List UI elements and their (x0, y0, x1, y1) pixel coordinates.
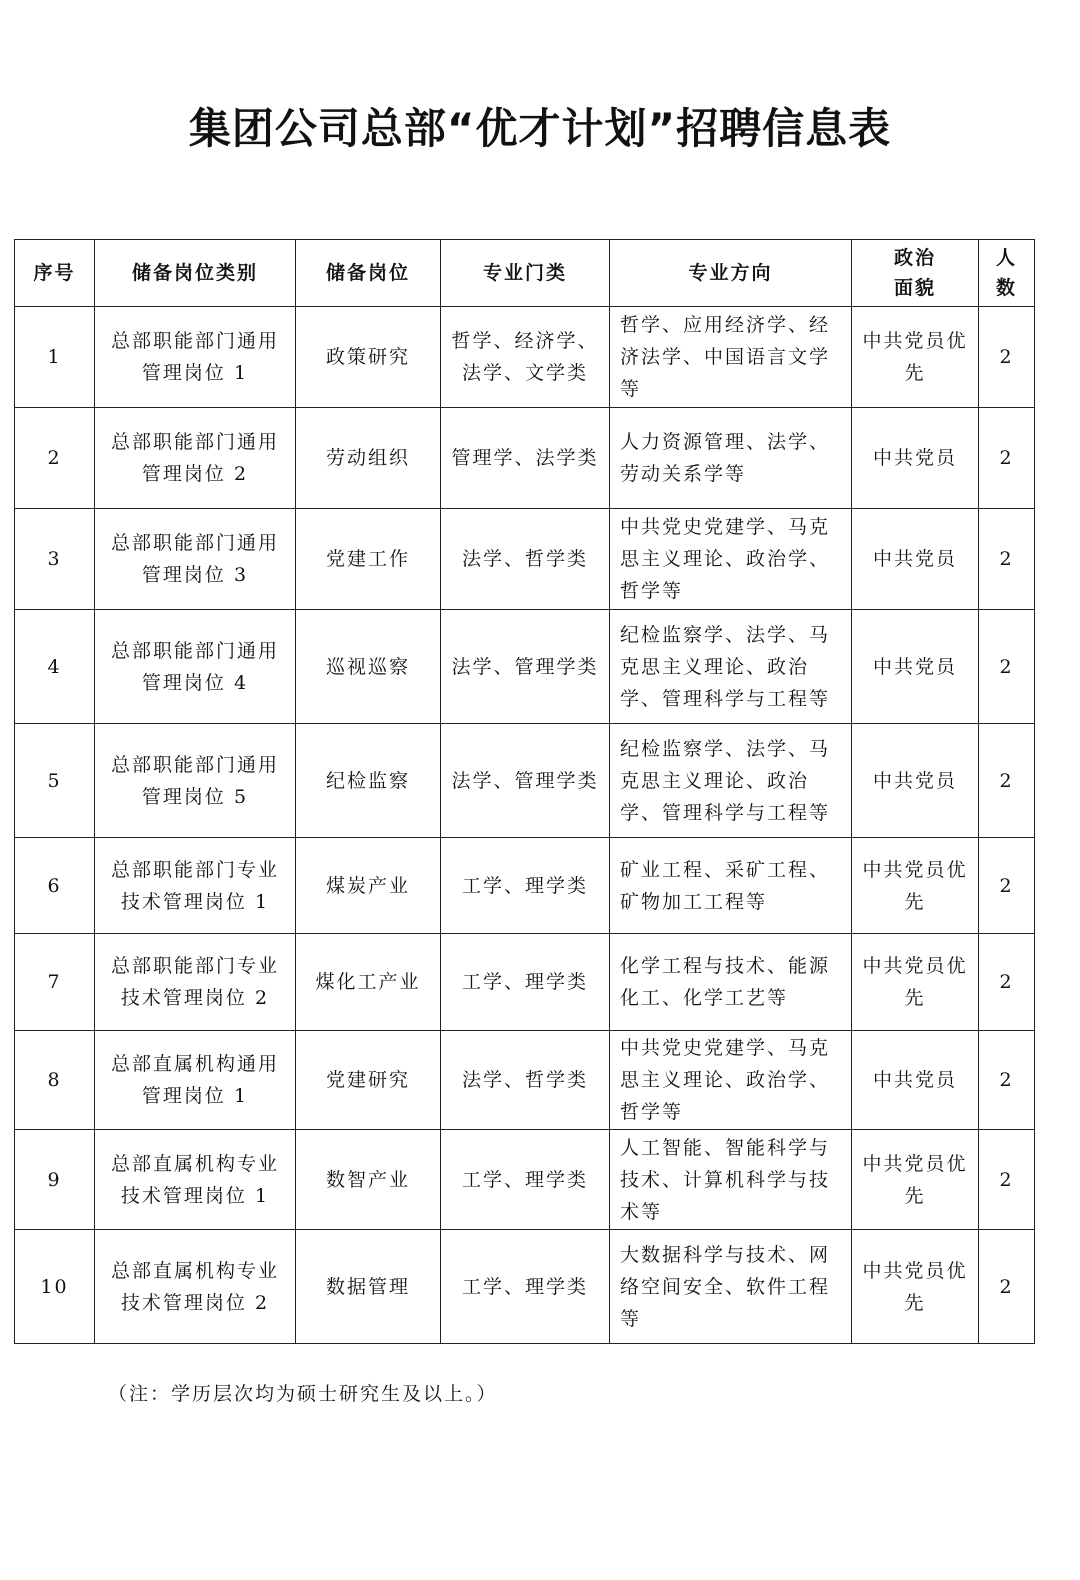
cell-major-direction: 人工智能、智能科学与技术、计算机科学与技术等 (610, 1130, 852, 1230)
cell-position: 党建工作 (296, 509, 441, 610)
cell-seq: 6 (15, 838, 95, 934)
cell-count: 2 (979, 934, 1035, 1031)
cell-major-field: 管理学、法学类 (441, 408, 610, 509)
cell-political: 中共党员 (852, 1031, 979, 1130)
cell-seq: 7 (15, 934, 95, 1031)
cell-position: 巡视巡察 (296, 610, 441, 724)
cell-major-field: 法学、哲学类 (441, 509, 610, 610)
cell-count: 2 (979, 724, 1035, 838)
cell-category: 总部职能部门专业技术管理岗位 2 (95, 934, 296, 1031)
cell-category: 总部直属机构专业技术管理岗位 2 (95, 1230, 296, 1344)
cell-major-direction: 矿业工程、采矿工程、矿物加工工程等 (610, 838, 852, 934)
table-row (15, 408, 1035, 509)
footnote: （注：学历层次均为硕士研究生及以上。） (108, 1383, 498, 1405)
cell-position: 劳动组织 (296, 408, 441, 509)
cell-count: 2 (979, 509, 1035, 610)
header-political-line2: 面貌 (893, 277, 936, 299)
header-count (979, 240, 1035, 307)
cell-seq: 5 (15, 724, 95, 838)
table-row (15, 509, 1035, 610)
header-major-direction: 专业方向 (610, 240, 852, 307)
cell-major-direction: 人力资源管理、法学、劳动关系学等 (610, 408, 852, 509)
table-row (15, 1230, 1035, 1344)
table-row (15, 307, 1035, 408)
cell-position: 纪检监察 (296, 724, 441, 838)
header-count-line1: 人 (995, 247, 1017, 269)
cell-political: 中共党员优先 (852, 838, 979, 934)
cell-position: 煤化工产业 (296, 934, 441, 1031)
cell-major-direction: 中共党史党建学、马克思主义理论、政治学、哲学等 (610, 509, 852, 610)
cell-political: 中共党员优先 (852, 307, 979, 408)
cell-seq: 8 (15, 1031, 95, 1130)
table-row (15, 724, 1035, 838)
cell-major-field: 法学、管理学类 (441, 724, 610, 838)
cell-position: 数据管理 (296, 1230, 441, 1344)
cell-political: 中共党员 (852, 408, 979, 509)
header-category: 储备岗位类别 (95, 240, 296, 307)
cell-major-direction: 纪检监察学、法学、马克思主义理论、政治学、管理科学与工程等 (610, 724, 852, 838)
cell-category: 总部直属机构通用管理岗位 1 (95, 1031, 296, 1130)
cell-major-direction: 中共党史党建学、马克思主义理论、政治学、哲学等 (610, 1031, 852, 1130)
cell-count: 2 (979, 1031, 1035, 1130)
cell-political: 中共党员 (852, 724, 979, 838)
cell-category: 总部职能部门通用管理岗位 5 (95, 724, 296, 838)
cell-seq: 1 (15, 307, 95, 408)
table-row (15, 838, 1035, 934)
cell-political: 中共党员优先 (852, 1230, 979, 1344)
cell-category: 总部职能部门通用管理岗位 1 (95, 307, 296, 408)
cell-category: 总部职能部门专业技术管理岗位 1 (95, 838, 296, 934)
cell-count: 2 (979, 1130, 1035, 1230)
table-header-row (15, 240, 1035, 307)
cell-count: 2 (979, 838, 1035, 934)
cell-major-direction: 纪检监察学、法学、马克思主义理论、政治学、管理科学与工程等 (610, 610, 852, 724)
header-seq: 序号 (15, 240, 95, 307)
cell-position: 政策研究 (296, 307, 441, 408)
table-row (15, 1130, 1035, 1230)
cell-count: 2 (979, 307, 1035, 408)
header-position: 储备岗位 (296, 240, 441, 307)
header-count-line2: 数 (995, 277, 1017, 299)
cell-major-field: 法学、哲学类 (441, 1031, 610, 1130)
cell-position: 党建研究 (296, 1031, 441, 1130)
cell-position: 数智产业 (296, 1130, 441, 1230)
cell-political: 中共党员优先 (852, 934, 979, 1031)
cell-seq: 9 (15, 1130, 95, 1230)
cell-category: 总部职能部门通用管理岗位 3 (95, 509, 296, 610)
cell-major-direction: 哲学、应用经济学、经济法学、中国语言文学等 (610, 307, 852, 408)
cell-seq: 3 (15, 509, 95, 610)
cell-major-field: 法学、管理学类 (441, 610, 610, 724)
header-major-field: 专业门类 (441, 240, 610, 307)
cell-position: 煤炭产业 (296, 838, 441, 934)
cell-political: 中共党员优先 (852, 1130, 979, 1230)
cell-category: 总部职能部门通用管理岗位 2 (95, 408, 296, 509)
cell-seq: 10 (15, 1230, 95, 1344)
cell-seq: 2 (15, 408, 95, 509)
recruitment-table (14, 239, 1035, 1344)
header-political-line1: 政治 (893, 247, 936, 269)
cell-major-field: 工学、理学类 (441, 838, 610, 934)
table-row (15, 1031, 1035, 1130)
cell-major-direction: 大数据科学与技术、网络空间安全、软件工程等 (610, 1230, 852, 1344)
cell-major-field: 哲学、经济学、法学、文学类 (441, 307, 610, 408)
cell-count: 2 (979, 610, 1035, 724)
page-title: 集团公司总部“优才计划”招聘信息表 (188, 104, 892, 153)
cell-major-field: 工学、理学类 (441, 1230, 610, 1344)
cell-category: 总部直属机构专业技术管理岗位 1 (95, 1130, 296, 1230)
cell-category: 总部职能部门通用管理岗位 4 (95, 610, 296, 724)
header-political (852, 240, 979, 307)
cell-political: 中共党员 (852, 509, 979, 610)
cell-seq: 4 (15, 610, 95, 724)
cell-count: 2 (979, 1230, 1035, 1344)
cell-political: 中共党员 (852, 610, 979, 724)
cell-major-field: 工学、理学类 (441, 934, 610, 1031)
cell-major-direction: 化学工程与技术、能源化工、化学工艺等 (610, 934, 852, 1031)
table-row (15, 610, 1035, 724)
cell-count: 2 (979, 408, 1035, 509)
table-row (15, 934, 1035, 1031)
cell-major-field: 工学、理学类 (441, 1130, 610, 1230)
